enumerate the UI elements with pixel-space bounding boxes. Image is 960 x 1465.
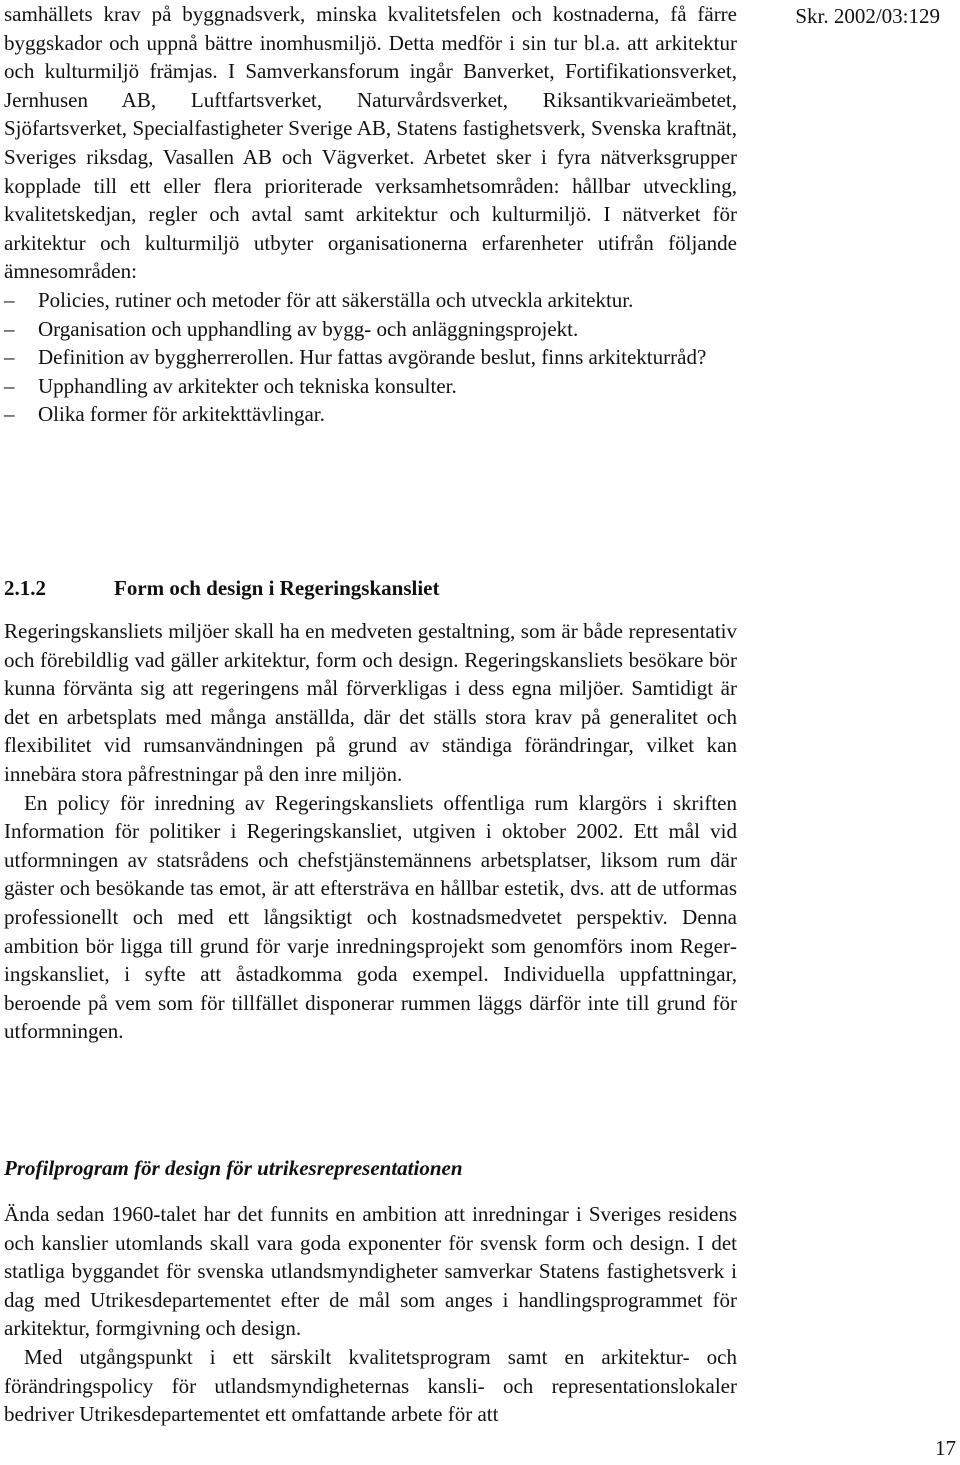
section-form-design bbox=[4, 617, 737, 1046]
body-paragraph: samhällets krav på byggnadsverk, minska kvalitetsfelen och kostnaderna, få färre byggskador och uppnå bättre inomhusmiljö. Detta medför i sin tur bl.a. att arkitektur och kulturmiljö främjas. I Samverkansforum ingår Banverket, Fortifikationsverket, Jernhusen AB, Luftfartsverket, Naturvårdsverket, Riksantikvarieämbetet, Sjöfartsverket, Specialfastigheter Sverige AB, Statens fastighetsverk, Svenska kraftnät, Sveriges riksdag, Vasallen AB och Vägverket. Arbetet sker i fyra nätverksgrupper kopplade till ett eller flera prioriterade verksamhetsområden: hållbar utveckling, kvalitetskedjan, regler och avtal samt arkitektur och kulturmiljö. I nätverket för arkitektur och kulturmiljö utbyter organisationerna erfarenheter utifrån följande ämnesområden: bbox=[4, 2, 737, 284]
dash-bullet: – bbox=[4, 345, 15, 370]
body-paragraph: En policy för inredning av Regeringskansliets offentliga rum klargörs i skriften Information för politiker i Regeringskansliet, utgiven i oktober 2002. Ett mål vid utformningen av statsrådens och chefstjänstemännens arbetsplatser, liksom rum där gäster och besökande tas emot, är att eftersträva en hållbar estetik, dvs. att de utformas professionellt och med ett långsiktigt och kostnadsmedvetet perspektiv. Denna ambition bör ligga till grund för varje inredningsprojekt som genomförs inom Regeringskansliet, i syfte att åstadkomma goda exempel. Individuella uppfattningar, beroende på vem som för tillfället disponerar rummen läggs därför inte till grund för utformningen. bbox=[4, 790, 737, 1044]
list-item bbox=[4, 286, 737, 315]
list-item bbox=[4, 343, 737, 372]
list-item-text: Organisation och upphandling av bygg- och anläggningsprojekt. bbox=[38, 316, 579, 341]
section-number: 2.1.2 bbox=[4, 576, 46, 600]
body-paragraph: Ända sedan 1960-talet har det funnits en ambition att inredningar i Sveriges residens och kanslier utomlands skall vara goda exponenter för svensk form och design. I det statliga byggandet för svenska utlandsmyndigheter samverkar Statens fastighetsverk i dag med Utrikesdepartementet efter de mål som anges i handlingsprogrammet för arkitektur, formgivning och design. bbox=[4, 1202, 737, 1341]
section-heading bbox=[4, 574, 737, 603]
section-top bbox=[4, 0, 737, 429]
dash-bullet: – bbox=[4, 287, 15, 312]
list-item bbox=[4, 400, 737, 429]
body-paragraph: Med utgångspunkt i ett särskilt kvalitetsprogram samt en arkitektur- och förändringspolicy för utlandsmyndigheternas kansli- och representationslokaler bedriver Utrikesdepartementet ett omfattande arbete för att bbox=[4, 1344, 737, 1427]
topic-list bbox=[4, 286, 737, 429]
document-reference: Skr. 2002/03:129 bbox=[795, 4, 940, 28]
list-item-text: Policies, rutiner och metoder för att säkerställa och utveckla arkitektur. bbox=[38, 287, 634, 312]
section-title: Form och design i Regeringskansliet bbox=[114, 576, 440, 600]
dash-bullet: – bbox=[4, 402, 15, 427]
subsection-heading: Profilprogram för design för utrikesrepresentationen bbox=[4, 1156, 463, 1180]
list-item bbox=[4, 315, 737, 344]
list-item-text: Definition av byggherrerollen. Hur fattas avgörande beslut, finns arkitekturråd? bbox=[38, 345, 707, 370]
dash-bullet: – bbox=[4, 373, 15, 398]
page-number: 17 bbox=[935, 1436, 956, 1461]
list-item-text: Olika former för arkitekttävlingar. bbox=[38, 402, 325, 427]
list-item bbox=[4, 372, 737, 401]
list-item-text: Upphandling av arkitekter och tekniska konsulter. bbox=[38, 373, 457, 398]
body-paragraph: Regeringskansliets miljöer skall ha en medveten gestaltning, som är både representativ och förebildlig vad gäller arkitektur, form och design. Regeringskansliets besökare bör kunna förvänta sig att regeringens mål förverkligas i dess egna miljöer. Samtidigt är det en arbetsplats med många anställda, där det ställs stora krav på generalitet och flexibilitet vid rumsanvändningen på grund av ständiga förändringar, vilket kan innebära stora påfrestningar på den inre miljön. bbox=[4, 619, 737, 786]
dash-bullet: – bbox=[4, 316, 15, 341]
section-profilprogram bbox=[4, 1200, 737, 1429]
